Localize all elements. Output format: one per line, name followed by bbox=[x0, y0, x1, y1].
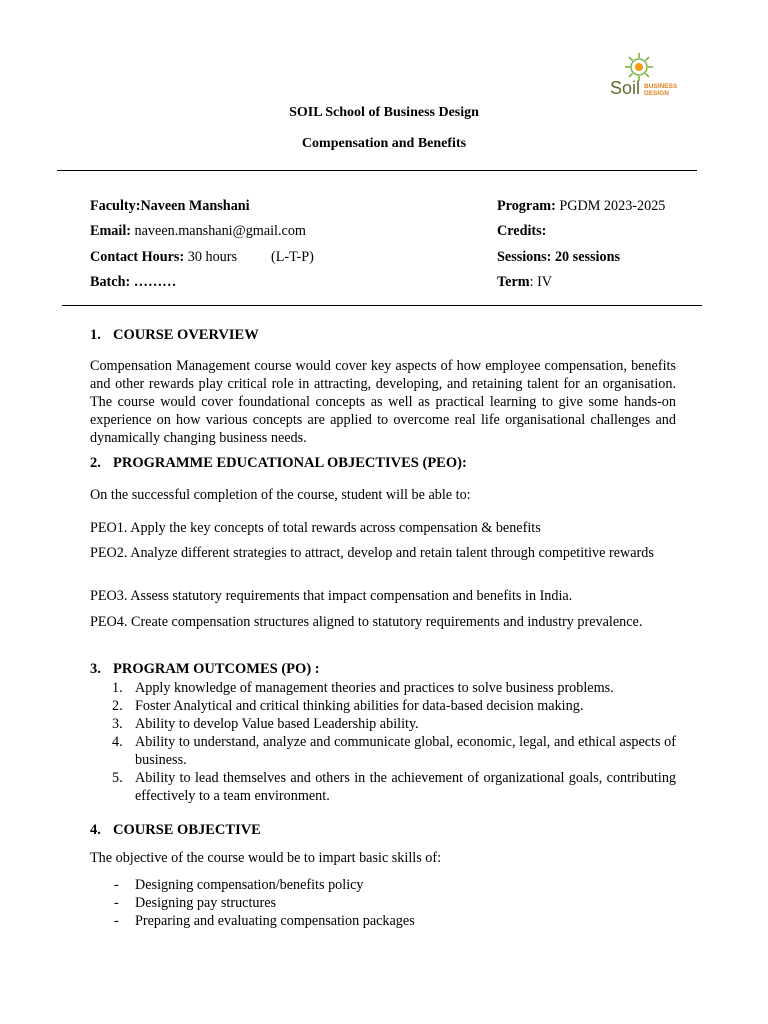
batch-value: ……… bbox=[133, 274, 177, 290]
section-2-title: PROGRAMME EDUCATIONAL OBJECTIVES (PEO): bbox=[113, 455, 467, 471]
section-1-title: COURSE OVERVIEW bbox=[113, 327, 259, 343]
list-text: Designing pay structures bbox=[135, 895, 277, 911]
list-text: Ability to lead themselves and others in the achievement of organizational goals, contributing effectively to a team environment. bbox=[135, 770, 676, 804]
list-number: 5. bbox=[112, 770, 123, 786]
list-text: Apply knowledge of management theories and practices to solve business problems. bbox=[135, 680, 614, 696]
email-row bbox=[90, 222, 306, 240]
term-row bbox=[497, 273, 552, 291]
email-value: naveen.manshani@gmail.com bbox=[134, 223, 306, 239]
list-number: 1. bbox=[112, 680, 123, 696]
term-value: : IV bbox=[529, 274, 553, 290]
batch-label: Batch: bbox=[90, 274, 131, 290]
list-dash: - bbox=[114, 895, 119, 911]
program-value: PGDM 2023-2025 bbox=[559, 198, 666, 214]
course-objective-list bbox=[90, 876, 676, 930]
program-row bbox=[497, 197, 665, 215]
course-overview-paragraph: Compensation Management course would cover key aspects of how employee compensation, benefits and other rewards play critical role in attracting, developing, and retaining talent for an organisation. The course would cover foundational concepts as well as practical learning to give some hands-on experience on how various concepts are applied to overcome real life organisational challenges and dynamically changing business needs. bbox=[90, 358, 676, 446]
section-1-number: 1. bbox=[90, 327, 101, 343]
credits-label: Credits: bbox=[497, 223, 547, 239]
list-item bbox=[90, 733, 676, 769]
term-label: Term bbox=[497, 274, 530, 290]
list-text: Preparing and evaluating compensation packages bbox=[135, 913, 415, 929]
list-text: Foster Analytical and critical thinking abilities for data-based decision making. bbox=[135, 698, 584, 714]
logo-wordmark: Soil bbox=[610, 78, 641, 98]
list-text: Ability to develop Value based Leadership ability. bbox=[135, 716, 419, 732]
section-3-heading bbox=[90, 661, 320, 678]
contact-value: 30 hours bbox=[187, 249, 237, 265]
sessions-label: Sessions: 20 sessions bbox=[497, 249, 620, 265]
section-3-title: PROGRAM OUTCOMES (PO) : bbox=[113, 661, 320, 677]
list-item bbox=[90, 912, 676, 930]
divider-info bbox=[62, 305, 702, 306]
list-text: Designing compensation/benefits policy bbox=[135, 877, 364, 893]
peo-4: PEO4. Create compensation structures aligned to statutory requirements and industry prevalence. bbox=[90, 614, 643, 630]
list-item bbox=[90, 876, 676, 894]
course-title: Compensation and Benefits bbox=[301, 136, 467, 151]
list-item bbox=[90, 894, 676, 912]
email-label: Email: bbox=[90, 223, 131, 239]
list-dash: - bbox=[114, 913, 119, 929]
peo-intro: On the successful completion of the course, student will be able to: bbox=[90, 487, 471, 503]
list-number: 2. bbox=[112, 698, 123, 714]
contact-label: Contact Hours: bbox=[90, 249, 185, 265]
section-4-title: COURSE OBJECTIVE bbox=[113, 822, 261, 838]
program-outcomes-list bbox=[90, 679, 676, 805]
list-text: Ability to understand, analyze and communicate global, economic, legal, and ethical aspects of business. bbox=[135, 734, 676, 768]
section-4-number: 4. bbox=[90, 822, 101, 838]
logo-sub1: BUSINESS bbox=[644, 83, 678, 90]
section-3-number: 3. bbox=[90, 661, 101, 677]
batch-row bbox=[90, 273, 176, 291]
peo-3: PEO3. Assess statutory requirements that impact compensation and benefits in India. bbox=[90, 588, 573, 604]
list-number: 3. bbox=[112, 716, 123, 732]
contact-row bbox=[90, 248, 237, 266]
section-4-heading bbox=[90, 822, 261, 839]
divider-top bbox=[57, 170, 697, 171]
list-item bbox=[90, 715, 676, 733]
peo-1: PEO1. Apply the key concepts of total rewards across compensation & benefits bbox=[90, 520, 541, 536]
institution-title: SOIL School of Business Design bbox=[289, 105, 479, 120]
list-number: 4. bbox=[112, 734, 123, 750]
soil-logo bbox=[608, 50, 678, 102]
program-label: Program: bbox=[497, 198, 556, 214]
list-item bbox=[90, 697, 676, 715]
list-dash: - bbox=[114, 877, 119, 893]
section-2-heading bbox=[90, 455, 467, 472]
faculty-value: Naveen Manshani bbox=[140, 198, 250, 214]
list-item bbox=[90, 769, 676, 805]
ltp-text: (L-T-P) bbox=[271, 249, 314, 265]
peo-2: PEO2. Analyze different strategies to attract, develop and retain talent through competitive rewards bbox=[90, 545, 654, 561]
section-2-number: 2. bbox=[90, 455, 101, 471]
list-item bbox=[90, 679, 676, 697]
logo-sub2: DESIGN bbox=[644, 90, 669, 97]
faculty-label: Faculty: bbox=[90, 198, 141, 214]
faculty-row bbox=[90, 197, 250, 215]
objective-intro: The objective of the course would be to impart basic skills of: bbox=[90, 850, 442, 866]
section-1-heading bbox=[90, 327, 259, 344]
